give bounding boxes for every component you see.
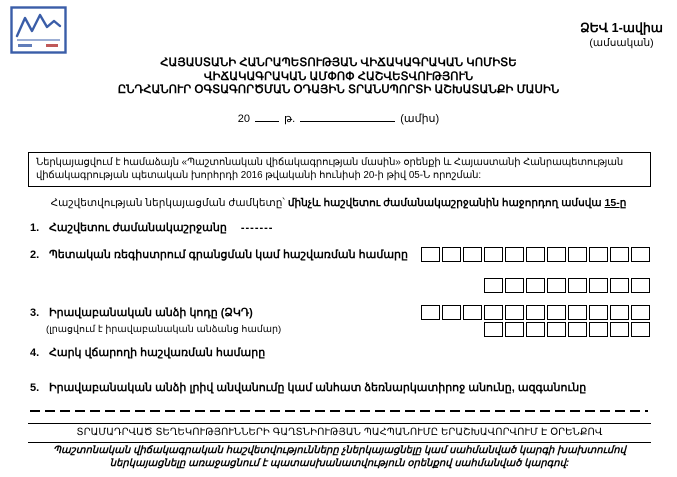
digit-cell[interactable] [442, 305, 461, 320]
year-suffix: թ. [284, 113, 296, 125]
month-label: (ամիս) [400, 113, 440, 125]
digit-cell[interactable] [631, 278, 650, 293]
legal-entity-code-cells-row2 [484, 322, 650, 337]
liability-note [28, 445, 651, 470]
digit-cell[interactable] [568, 247, 587, 262]
digit-cell[interactable] [631, 247, 650, 262]
legal-notice-box [28, 152, 651, 187]
digit-cell[interactable] [568, 278, 587, 293]
item-label: Իրավաբանական անձի կոդը (ՁԿԴ) [49, 307, 253, 319]
item-number: 5. [30, 381, 40, 394]
item-number: 1. [30, 221, 40, 234]
digit-cell[interactable] [526, 305, 545, 320]
item-number: 3. [30, 306, 40, 319]
legal-entity-note: (լրացվում է իրավաբանական անձանց համար) [46, 324, 282, 335]
year-fill-line[interactable] [255, 110, 279, 122]
digit-cell[interactable] [631, 322, 650, 337]
digit-cell[interactable] [547, 278, 566, 293]
report-subject-title: ԸՆԴՀԱՆՈՒՐ ՕԳՏԱԳՈՐԾՄԱՆ ՕԴԱՅԻՆ ՏՐԱՆՍՊՈՐՏԻ ԱՇԽԱՏԱՆՔԻ ՄԱՍԻՆ [117, 84, 560, 96]
digit-cell[interactable] [463, 247, 482, 262]
digit-cell[interactable] [547, 322, 566, 337]
deadline-line [0, 197, 677, 209]
digit-cell[interactable] [547, 305, 566, 320]
item-label: Հարկ վճարողի հաշվառման համարը [49, 347, 266, 359]
digit-cell[interactable] [526, 322, 545, 337]
digit-cell[interactable] [463, 305, 482, 320]
field-legal-entity-code [30, 305, 650, 320]
reporting-period-fill[interactable]: ------- [240, 221, 274, 234]
report-type-title: ՎԻՃԱԿԱԳՐԱԿԱՆ ԱՄՓՈՓ ՀԱՇՎԵՏՎՈՒԹՅՈՒՆ [203, 70, 474, 83]
digit-cell[interactable] [526, 278, 545, 293]
digit-cell[interactable] [526, 247, 545, 262]
digit-cell[interactable] [631, 305, 650, 320]
field-reporting-period [30, 221, 650, 234]
digit-cell[interactable] [589, 247, 608, 262]
liability-note-text: Պաշտոնական վիճակագրական հաշվետվությունները չներկայացնելը կամ սահմանված կարգի խախտումով ներկայացնելը առաջացնում է պատասխանատվություն օրենքով սահմանված կարգով: [53, 445, 626, 469]
digit-cell[interactable] [505, 247, 524, 262]
entity-name-fill-line[interactable] [30, 410, 648, 412]
digit-cell[interactable] [505, 305, 524, 320]
item-number: 2. [30, 248, 40, 261]
field-state-register-number [30, 247, 650, 262]
deadline-day: 15-ը [604, 197, 627, 209]
digit-cell[interactable] [610, 305, 629, 320]
form-titles [0, 57, 677, 98]
legal-notice-text: Ներկայացվում է համաձայն «Պաշտոնական վիճակագրության մասին» օրենքի և Հայաստանի Հանրապետության վիճակագրության պետական խորհրդի 2016 թվականի հունիսի 20-ի թիվ 05-Ն որոշման: [36, 157, 624, 181]
digit-cell[interactable] [484, 322, 503, 337]
digit-cell[interactable] [484, 278, 503, 293]
state-register-cells-row1 [421, 247, 650, 262]
digit-cell[interactable] [505, 322, 524, 337]
deadline-prefix: Հաշվետվության ներկայացման ժամկետը՝ [50, 197, 288, 209]
digit-cell[interactable] [568, 322, 587, 337]
confidentiality-band [28, 423, 651, 443]
deadline-bold-text: մինչև հաշվետու ժամանակաշրջանին հաջորդող ամսվա [287, 197, 605, 209]
report-date-line [0, 110, 677, 125]
form-code-block [580, 20, 663, 49]
month-fill-line[interactable] [300, 110, 395, 122]
state-register-cells-row2-wrap [30, 278, 650, 293]
digit-cell[interactable] [484, 305, 503, 320]
digit-cell[interactable] [589, 322, 608, 337]
digit-cell[interactable] [484, 247, 503, 262]
digit-cell[interactable] [421, 247, 440, 262]
legal-entity-code-note-row [30, 322, 650, 337]
armstat-logo-icon [10, 6, 67, 54]
field-entity-full-name [30, 381, 650, 394]
confidentiality-text: ՏՐԱՄԱԴՐՎԱԾ ՏԵՂԵԿՈՒԹՅՈՒՆՆԵՐԻ ԳԱՂՏՆԻՈՒԹՅԱՆ ՊԱՀՊԱՆՈՒՄԸ ԵՐԱՇԽԱՎՈՐՎՈՒՄ Է ՕՐԵՆՔՈՎ [76, 427, 603, 438]
item-label: Հաշվետու ժամանակաշրջանը [49, 222, 227, 234]
digit-cell[interactable] [505, 278, 524, 293]
digit-cell[interactable] [610, 322, 629, 337]
org-title: ՀԱՅԱՍՏԱՆԻ ՀԱՆՐԱՊԵՏՈՒԹՅԱՆ ՎԻՃԱԿԱԳՐԱԿԱՆ ԿՈՄԻՏԵ [160, 57, 517, 69]
item-number: 4. [30, 346, 40, 359]
item-label: Իրավաբանական անձի լրիվ անվանումը կամ անհատ ձեռնարկատիրոջ անունը, ազգանունը [49, 382, 587, 394]
legal-entity-code-cells-row1 [421, 305, 650, 320]
digit-cell[interactable] [442, 247, 461, 262]
digit-cell[interactable] [421, 305, 440, 320]
form-periodicity: (ամսական) [589, 37, 654, 49]
digit-cell[interactable] [610, 247, 629, 262]
digit-cell[interactable] [610, 278, 629, 293]
digit-cell[interactable] [589, 278, 608, 293]
field-taxpayer-number [30, 346, 650, 359]
item-label: Պետական ռեգիստրում գրանցման կամ հաշվառման համարը [49, 249, 408, 261]
year-prefix: 20 [237, 113, 251, 125]
digit-cell[interactable] [568, 305, 587, 320]
state-register-cells-row2 [484, 278, 650, 293]
digit-cell[interactable] [547, 247, 566, 262]
form-code: ՁԵՎ 1-ավիա [580, 21, 663, 35]
digit-cell[interactable] [589, 305, 608, 320]
